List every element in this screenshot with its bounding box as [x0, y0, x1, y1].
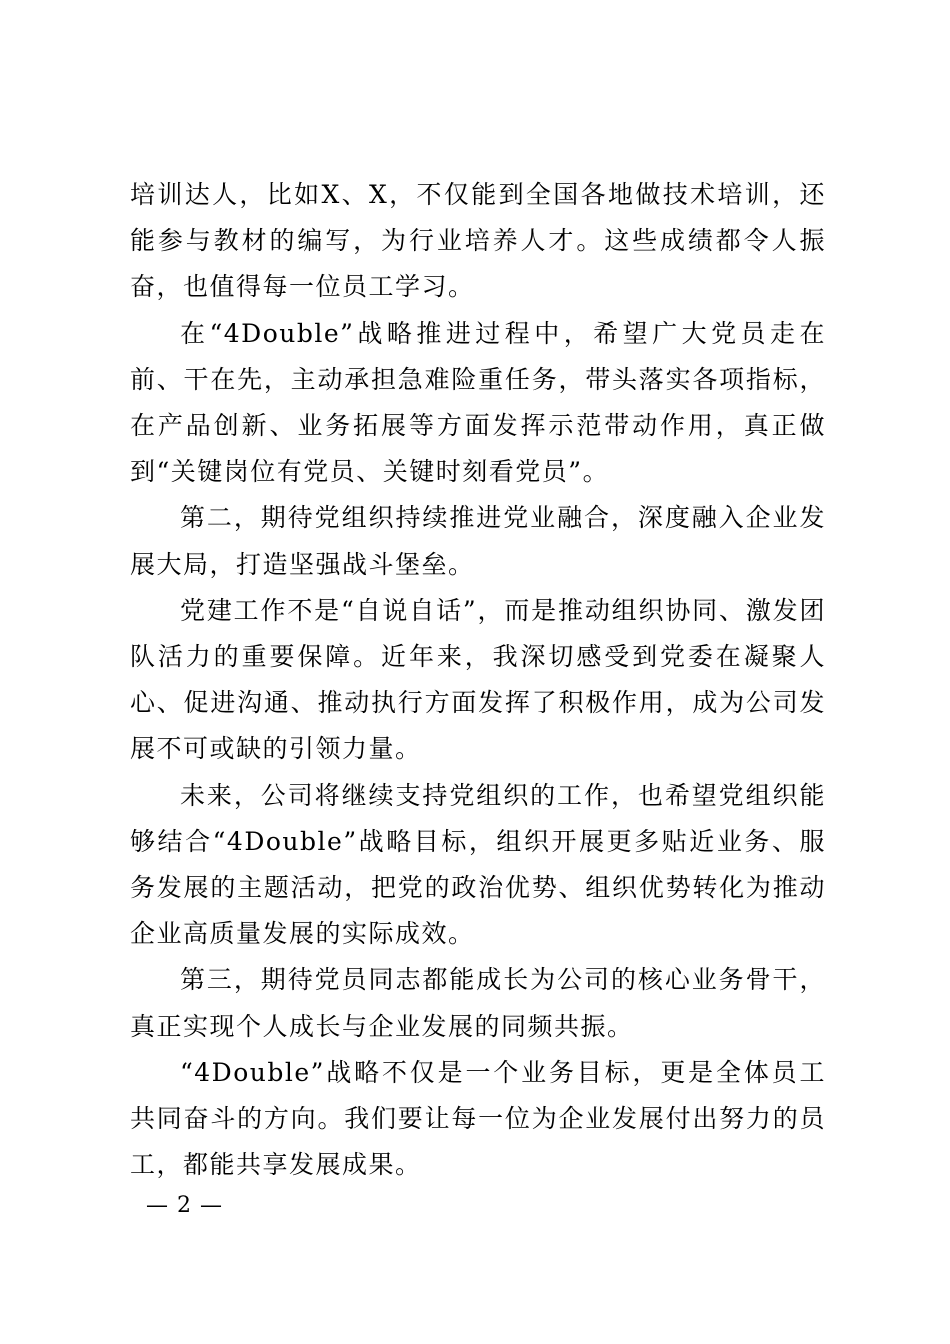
paragraph-2: 在“4Double”战略推进过程中，希望广大党员走在前、干在先，主动承担急难险重任务，带头落实各项指标，在产品创新、业务拓展等方面发挥示范带动作用，真正做到“关键岗位有党员、关键时刻看党员”。: [130, 318, 826, 487]
paragraph-4: 党建工作不是“自说自话”，而是推动组织协同、激发团队活力的重要保障。近年来，我深切感受到党委在凝聚人心、促进沟通、推动执行方面发挥了积极作用，成为公司发展不可或缺的引领力量。: [130, 595, 826, 764]
page-number: — 2 —: [146, 1193, 223, 1218]
paragraph-7: “4Double”战略不仅是一个业务目标，更是全体员工共同奋斗的方向。我们要让每一位为企业发展付出努力的员工，都能共享发展成果。: [130, 1057, 826, 1180]
paragraph-6: 第三，期待党员同志都能成长为公司的核心业务骨干，真正实现个人成长与企业发展的同频共振。: [130, 965, 826, 1041]
paragraph-1: 培训达人，比如X、X，不仅能到全国各地做技术培训，还能参与教材的编写，为行业培养人才。这些成绩都令人振奋，也值得每一位员工学习。: [130, 180, 826, 302]
document-body: [130, 172, 826, 1188]
paragraph-5: 未来，公司将继续支持党组织的工作，也希望党组织能够结合“4Double”战略目标，组织开展更多贴近业务、服务发展的主题活动，把党的政治优势、组织优势转化为推动企业高质量发展的实际成效。: [130, 780, 826, 949]
paragraph-3: 第二，期待党组织持续推进党业融合，深度融入企业发展大局，打造坚强战斗堡垒。: [130, 503, 826, 579]
